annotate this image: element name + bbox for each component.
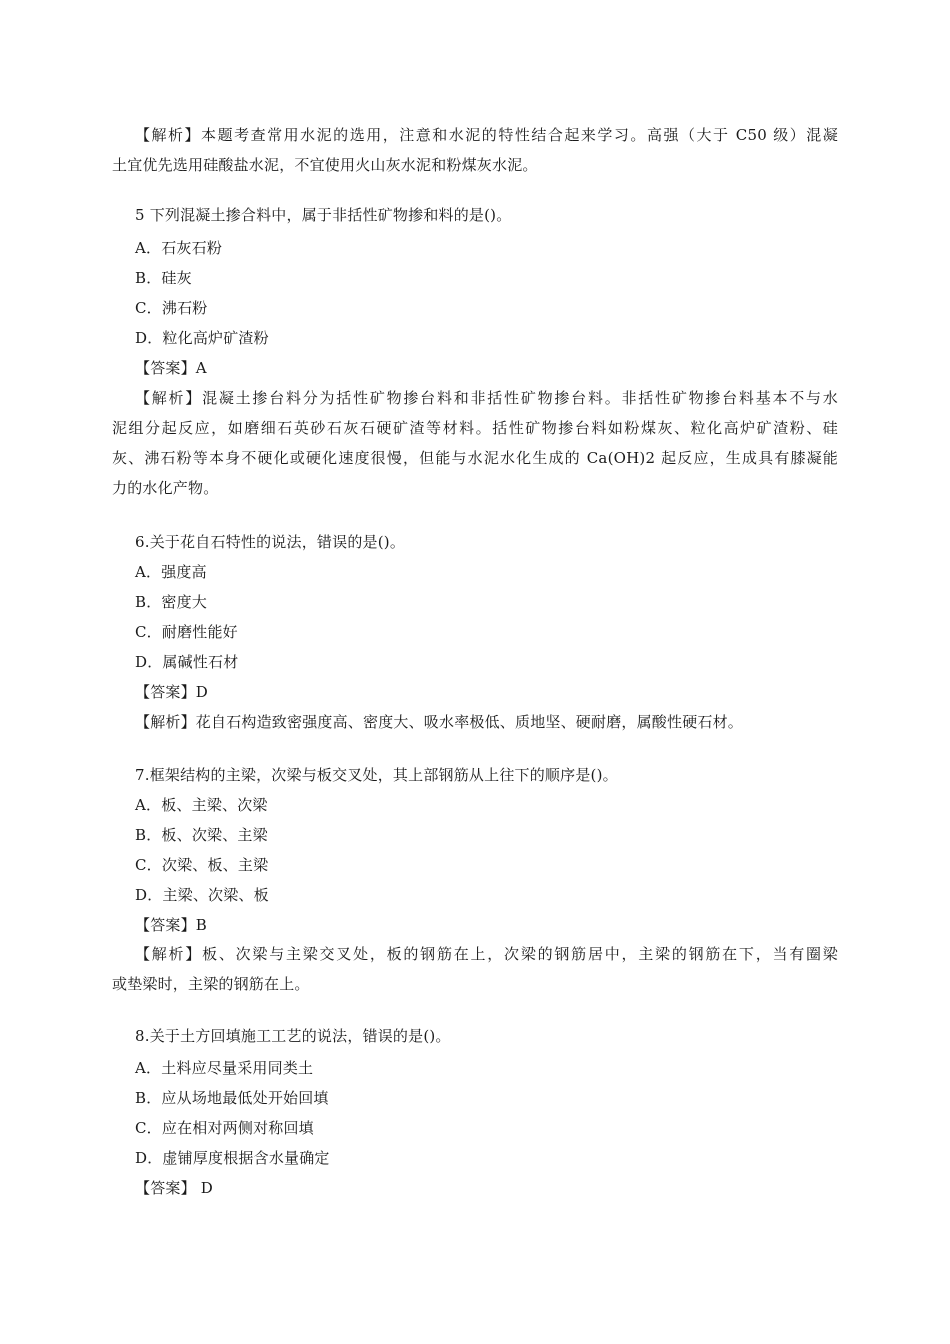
option-b: B．板、次梁、主梁 xyxy=(135,826,268,844)
option-a: A．石灰石粉 xyxy=(135,239,223,257)
option-d: D．虚铺厚度根据含水量确定 xyxy=(135,1149,330,1167)
text-line: 灰、沸石粉等本身不硬化或硬化速度很慢，但能与水泥水化生成的 Ca(OH)2 起反应，生成具有膝凝能 xyxy=(112,449,838,467)
option-a: A．板、主梁、次梁 xyxy=(135,796,268,814)
explanation-q7 xyxy=(112,939,838,999)
text-line: 【解析】板、次梁与主梁交叉处，板的钢筋在上，次梁的钢筋居中，主梁的钢筋在下，当有圈梁 xyxy=(135,945,838,963)
option-b: B．应从场地最低处开始回填 xyxy=(135,1089,329,1107)
explanation-q4 xyxy=(112,120,838,180)
option-c: C．沸石粉 xyxy=(135,299,208,317)
text-line: 力的水化产物。 xyxy=(112,479,219,497)
text-line: 或垫梁时，主梁的钢筋在上。 xyxy=(112,975,310,993)
answer-q6: 【答案】D xyxy=(135,683,209,701)
option-a: A．土料应尽量采用同类土 xyxy=(135,1059,314,1077)
option-b: B．硅灰 xyxy=(135,269,192,287)
question-5: 5 下列混凝土掺合料中，属于非括性矿物掺和料的是()。 xyxy=(135,206,512,224)
question-6: 6.关于花自石特性的说法，错误的是()。 xyxy=(135,533,406,551)
explanation-q6: 【解析】花自石构造致密强度高、密度大、吸水率极低、质地坚、硬耐磨，属酸性硬石材。 xyxy=(135,713,744,731)
text-line: 【解析】混凝土掺台料分为括性矿物掺台料和非括性矿物掺台料。非括性矿物掺台料基本不与水 xyxy=(135,389,838,407)
answer-q8: 【答案】 D xyxy=(135,1179,213,1197)
answer-q7: 【答案】B xyxy=(135,916,208,934)
text-line: 【解析】本题考查常用水泥的选用，注意和水泥的特性结合起来学习。高强（大于 C50 级）混凝 xyxy=(135,126,838,144)
option-a: A．强度高 xyxy=(135,563,207,581)
text-line: 泥组分起反应，如磨细石英砂石灰石硬矿渣等材料。括性矿物掺台料如粉煤灰、粒化高炉矿渣粉、硅 xyxy=(112,419,838,437)
option-c: C．耐磨性能好 xyxy=(135,623,238,641)
option-d: D．粒化高炉矿渣粉 xyxy=(135,329,269,347)
question-8: 8.关于土方回填施工工艺的说法，错误的是()。 xyxy=(135,1027,451,1045)
option-c: C．次梁、板、主梁 xyxy=(135,856,269,874)
answer-q5: 【答案】A xyxy=(135,359,207,377)
explanation-q5 xyxy=(112,383,838,503)
option-c: C．应在相对两侧对称回填 xyxy=(135,1119,314,1137)
option-d: D．主梁、次梁、板 xyxy=(135,886,269,904)
question-7: 7.框架结构的主梁，次梁与板交叉处，其上部钢筋从上往下的顺序是()。 xyxy=(135,766,618,784)
option-d: D．属碱性石材 xyxy=(135,653,239,671)
text-line: 土宜优先选用硅酸盐水泥，不宜使用火山灰水泥和粉煤灰水泥。 xyxy=(112,156,538,174)
option-b: B．密度大 xyxy=(135,593,208,611)
